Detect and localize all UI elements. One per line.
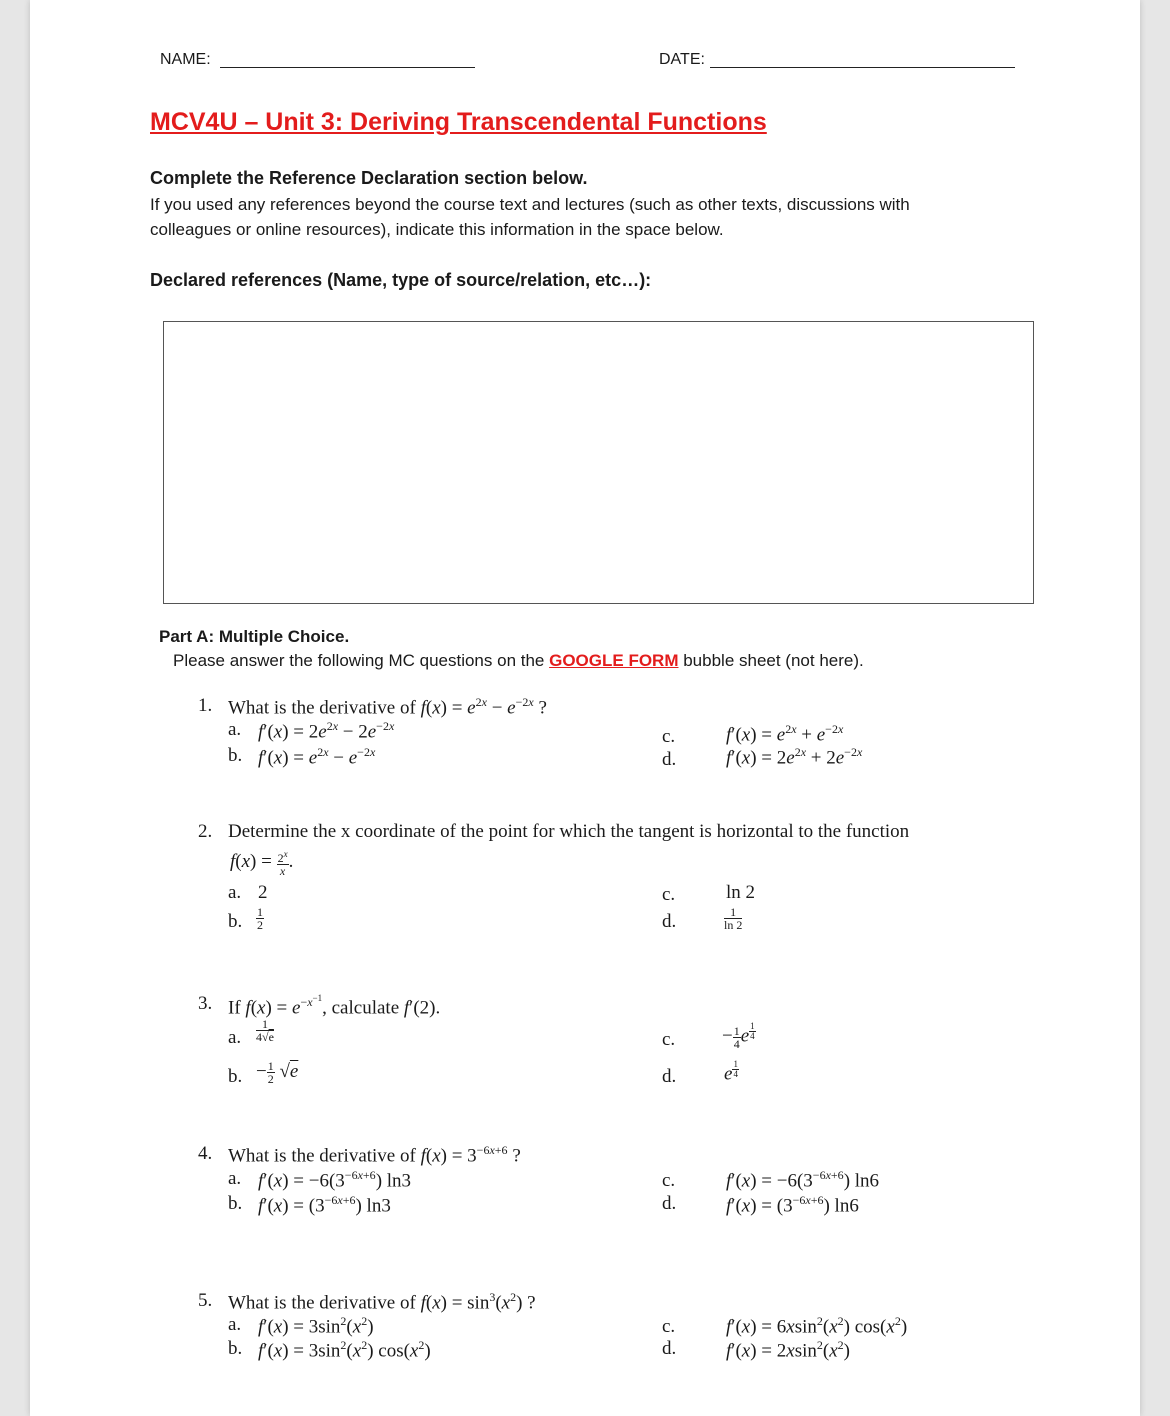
question-3-number: 3. [198,993,213,1014]
reference-instruction-1: If you used any references beyond the course text and lectures (such as other texts, discussions with [150,195,910,214]
q5-option-b[interactable]: $f'(x) = 3\sin^2(x^2)$ $\cos(x^2)$ [258,1338,431,1362]
q2-option-b-letter: b. [228,911,243,932]
q5-option-a-letter: a. [228,1314,242,1335]
q1-option-c-letter: c. [662,726,676,747]
q5-option-d-letter: d. [662,1338,677,1359]
reference-instruction-2: colleagues or online resources), indicate this information in the space below. [150,220,724,239]
q3-option-b[interactable]: − $\frac{1}{2}$ √e [256,1059,299,1086]
q1-option-b[interactable]: $f'(x) = e^{2x} - e^{-2x}$ [258,745,376,769]
date-line [710,67,1015,68]
google-form-link[interactable]: GOOGLE FORM [549,651,679,670]
question-5-stem: What is the derivative of $f(x) = \sin^3(x^2)$ ? [228,1290,536,1314]
q4-option-c[interactable]: $f'(x) = -6(3^{-6x+6})$ ln6 [726,1168,880,1192]
question-1-number: 1. [198,695,213,716]
question-3-stem: If $f(x) = e^{-x^{-1}}$, calculate f′(2). [228,993,441,1019]
q2-option-d-letter: d. [662,911,677,932]
q4-option-b[interactable]: $f'(x) = (3^{-6x+6})$ ln3 [258,1193,391,1217]
q2-option-d[interactable]: $\frac{1}{\ln 2}$ [724,905,743,932]
q3-option-a-letter: a. [228,1027,242,1048]
worksheet-page [30,0,1140,1416]
name-label: NAME: [160,51,211,68]
q2-option-b[interactable]: $\frac{1}{2}$ [257,905,263,932]
question-2-stem: Determine the x coordinate of the point for which the tangent is horizontal to the function [228,821,910,842]
q3-option-d-letter: d. [662,1066,677,1087]
part-a-instruction: Please answer the following MC questions on the GOOGLE FORM bubble sheet (not here). [173,651,864,670]
question-4-stem: What is the derivative of $f(x) = 3^{-6x+6}$ ? [228,1143,521,1167]
q3-option-b-letter: b. [228,1066,243,1087]
q4-option-a-letter: a. [228,1168,242,1189]
reference-heading: Complete the Reference Declaration section below. [150,168,588,188]
q1-option-d-letter: d. [662,749,677,770]
q5-option-c[interactable]: $f'(x) = 6xsin^2(x^2)$ $\cos(x^2)$ [726,1314,908,1338]
q1-option-a-letter: a. [228,719,242,740]
q4-option-c-letter: c. [662,1170,676,1191]
date-label: DATE: [659,51,705,68]
question-1-stem: What is the derivative of $f(x) = e^{2x} - e^{-2x}$ ? [228,695,547,719]
q4-option-a[interactable]: $f'(x) = -6(3^{-6x+6})$ ln3 [258,1168,412,1192]
q1-option-b-letter: b. [228,745,243,766]
q5-option-c-letter: c. [662,1316,676,1337]
question-2-number: 2. [198,821,213,842]
q4-option-d-letter: d. [662,1193,677,1214]
q3-option-d[interactable]: e $^{\frac{1}{4}}$ [724,1059,738,1085]
q1-option-d[interactable]: $f'(x) = 2e^{2x} + 2e^{-2x}$ [726,745,863,769]
question-2-function: f(x) = $\frac{2^x}{x}$ . [230,849,294,878]
declared-references-label: Declared references (Name, type of source/relation, etc…): [150,270,652,290]
name-line [220,67,475,68]
q5-option-b-letter: b. [228,1338,243,1359]
q4-option-b-letter: b. [228,1193,243,1214]
q4-option-d[interactable]: $f'(x) = (3^{-6x+6})$ ln6 [726,1193,859,1217]
q1-option-a[interactable]: $f'(x) = 2e^{2x} - 2e^{-2x}$ [258,719,395,743]
q3-option-c[interactable]: − $\frac{1}{4}$ e $^{\frac{1}{4}}$ [722,1021,755,1051]
q1-option-c[interactable]: $f'(x) = e^{2x} + e^{-2x}$ [726,722,844,746]
q2-option-a-letter: a. [228,882,242,903]
question-4-number: 4. [198,1143,213,1164]
q3-option-c-letter: c. [662,1029,676,1050]
references-text-box[interactable] [163,321,1034,604]
q2-option-c-letter: c. [662,884,676,905]
part-a-heading: Part A: Multiple Choice. [159,627,350,646]
q2-option-a[interactable]: 2 [258,882,268,903]
q2-option-c[interactable]: ln 2 [726,882,756,903]
q5-option-d[interactable]: $f'(x) = 2xsin^2(x^2)$ [726,1338,850,1362]
q5-option-a[interactable]: $f'(x) = 3\sin^2(x^2)$ [258,1314,374,1338]
question-5-number: 5. [198,1290,213,1311]
q3-option-a[interactable]: $\frac{1}{4√e}$ [256,1017,274,1044]
page-title: MCV4U – Unit 3: Deriving Transcendental Functions [150,108,767,136]
